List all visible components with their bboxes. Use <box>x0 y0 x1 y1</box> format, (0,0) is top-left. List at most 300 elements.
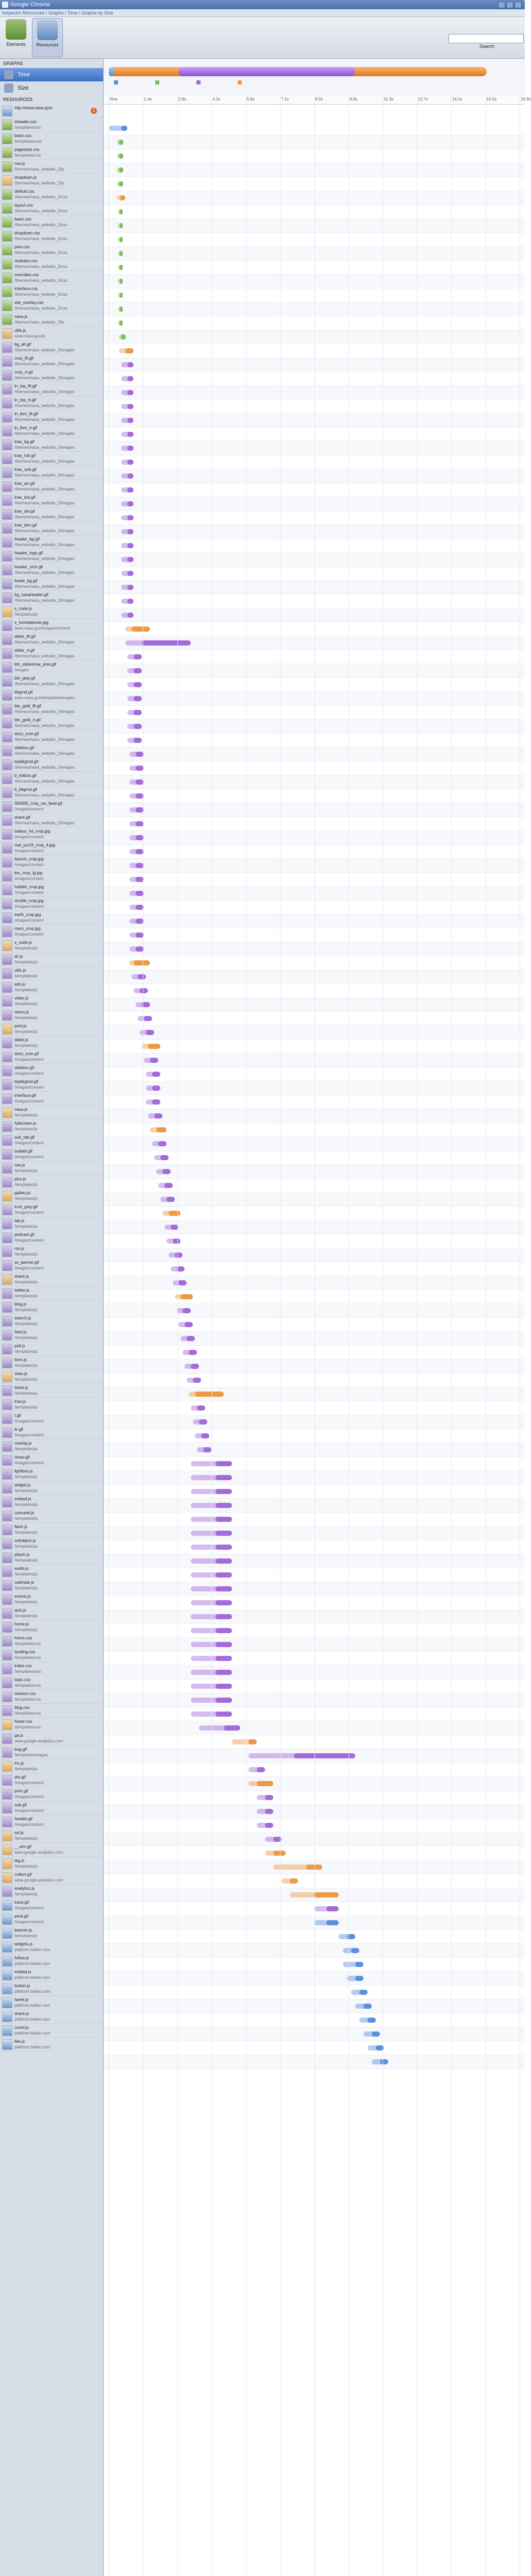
resource-timing-bar[interactable] <box>197 1447 211 1452</box>
resource-row[interactable] <box>0 702 103 716</box>
resource-row[interactable] <box>0 1829 103 1843</box>
resource-timing-bar[interactable] <box>138 1016 152 1021</box>
resource-path: /themes/nasa_website_2/images <box>14 445 75 450</box>
resource-timing-bar[interactable] <box>142 1044 160 1049</box>
resource-file-icon <box>2 871 12 882</box>
resource-row[interactable] <box>0 354 103 368</box>
resource-timing-bar[interactable] <box>118 265 123 270</box>
resource-timing-bar[interactable] <box>127 668 142 673</box>
resource-row[interactable] <box>0 1189 103 1203</box>
resource-row[interactable] <box>0 1342 103 1356</box>
resource-name: topic.css <box>14 1677 31 1682</box>
resource-timing-bar[interactable] <box>193 1419 207 1425</box>
resource-timing-bar[interactable] <box>121 515 134 520</box>
resource-row[interactable] <box>0 758 103 772</box>
resource-row[interactable] <box>0 967 103 980</box>
resource-timing-bar[interactable] <box>131 974 146 979</box>
resource-timing-bar[interactable] <box>121 390 134 395</box>
resource-timing-bar[interactable] <box>129 821 144 826</box>
resource-row[interactable] <box>0 1370 103 1384</box>
resource-row[interactable] <box>0 1773 103 1787</box>
resource-path: /templates/js <box>14 1934 38 1938</box>
resource-timing-bar[interactable] <box>146 1099 160 1105</box>
resource-row[interactable] <box>0 1231 103 1245</box>
resource-timing-bar[interactable] <box>121 446 134 451</box>
resource-timing-bar[interactable] <box>343 1962 363 1967</box>
resource-row[interactable] <box>0 1648 103 1662</box>
resource-name: b_bkgrnd.gif <box>14 787 38 792</box>
resource-row[interactable] <box>0 396 103 410</box>
resource-timing-bar[interactable] <box>117 181 123 187</box>
resource-timing-bar[interactable] <box>121 432 134 437</box>
resource-row[interactable] <box>0 118 103 132</box>
resource-row[interactable] <box>0 674 103 688</box>
breadcrumb-path[interactable]: Inspector Resources / Graphs / Time / Graphs by Size <box>2 10 113 15</box>
resource-row[interactable] <box>0 1106 103 1120</box>
resource-row[interactable] <box>0 1356 103 1370</box>
resource-timing-bar[interactable] <box>351 1990 368 1995</box>
resource-file-icon <box>2 1413 12 1424</box>
resource-row[interactable] <box>0 577 103 591</box>
resource-row[interactable] <box>0 1704 103 1718</box>
resource-row[interactable] <box>0 660 103 674</box>
resource-timing-bar[interactable] <box>117 154 123 159</box>
resource-row[interactable] <box>0 382 103 396</box>
resource-row[interactable] <box>0 327 103 341</box>
resource-timing-bar[interactable] <box>146 1072 160 1077</box>
resource-timing-bar[interactable] <box>121 404 134 409</box>
resource-timing-bar[interactable] <box>129 849 144 854</box>
resource-timing-bar[interactable] <box>121 543 134 548</box>
resource-row[interactable] <box>0 1676 103 1690</box>
resource-row[interactable] <box>0 1036 103 1050</box>
resource-row[interactable] <box>0 730 103 744</box>
resource-row[interactable] <box>0 869 103 883</box>
resource-path: /templates/js <box>14 1252 38 1257</box>
resource-timing-bar[interactable] <box>347 1976 363 1981</box>
resource-row[interactable] <box>0 1968 103 1982</box>
resource-timing-bar[interactable] <box>257 1823 273 1828</box>
resource-timing-bar[interactable] <box>129 793 144 799</box>
resource-timing-bar[interactable] <box>118 320 123 326</box>
resource-timing-bar[interactable] <box>195 1433 209 1438</box>
resource-row[interactable] <box>0 1203 103 1217</box>
resource-row[interactable] <box>0 1273 103 1286</box>
resource-row[interactable] <box>0 716 103 730</box>
resource-path: /templates/js <box>14 1600 38 1604</box>
resource-timing-bar[interactable] <box>118 251 123 256</box>
resource-row[interactable] <box>0 299 103 313</box>
resource-row[interactable] <box>0 257 103 271</box>
resource-timing-bar[interactable] <box>121 418 134 423</box>
resource-row[interactable] <box>0 1912 103 1926</box>
resource-row[interactable] <box>0 507 103 521</box>
resource-row[interactable] <box>0 174 103 188</box>
resource-timing-bar[interactable] <box>167 1239 181 1244</box>
resource-row[interactable] <box>0 605 103 619</box>
resource-row[interactable] <box>0 1801 103 1815</box>
resource-timing-bar[interactable] <box>372 2059 388 2064</box>
minimize-button[interactable] <box>498 2 505 8</box>
resource-timing-bar[interactable] <box>156 1169 171 1174</box>
resource-timing-bar[interactable] <box>154 1155 169 1160</box>
resource-row[interactable] <box>0 1133 103 1147</box>
resource-path: /themes/nasa_website_2/images <box>14 403 75 408</box>
resource-timing-bar[interactable] <box>150 1127 167 1132</box>
resource-row[interactable] <box>0 1523 103 1537</box>
resource-timing-bar[interactable] <box>121 529 134 534</box>
resource-row[interactable] <box>0 438 103 452</box>
resource-row[interactable] <box>0 1328 103 1342</box>
resource-row[interactable] <box>0 215 103 229</box>
resource-name: events.js <box>14 1594 31 1599</box>
resource-row[interactable] <box>0 1606 103 1620</box>
resource-row[interactable] <box>0 1286 103 1300</box>
resource-row[interactable] <box>0 563 103 577</box>
resource-timing-bar[interactable] <box>273 1865 323 1870</box>
resource-row[interactable] <box>0 1161 103 1175</box>
resource-row[interactable] <box>0 1634 103 1648</box>
resource-row[interactable] <box>0 1787 103 1801</box>
resource-row[interactable] <box>0 1551 103 1565</box>
resource-timing-bar[interactable] <box>359 2018 376 2023</box>
resource-row[interactable] <box>0 772 103 786</box>
resource-timing-bar[interactable] <box>164 1225 179 1230</box>
resource-file-icon <box>2 773 12 784</box>
resource-row[interactable] <box>0 535 103 549</box>
resource-timing-bar[interactable] <box>169 1252 183 1258</box>
resource-timing-bar[interactable] <box>368 2045 384 2050</box>
resource-timing-bar[interactable] <box>129 807 144 812</box>
resource-row[interactable] <box>0 994 103 1008</box>
search-input[interactable] <box>449 34 524 43</box>
resource-row[interactable] <box>0 1495 103 1509</box>
resource-timing-bar[interactable] <box>162 1211 181 1216</box>
resource-row[interactable] <box>0 1565 103 1579</box>
resource-timing-bar[interactable] <box>117 140 123 145</box>
resource-timing-bar[interactable] <box>152 1141 167 1146</box>
resource-row[interactable] <box>0 1926 103 1940</box>
resource-row[interactable] <box>0 1857 103 1871</box>
resource-file-icon <box>2 829 12 840</box>
resource-timing-bar[interactable] <box>127 654 142 659</box>
resource-row[interactable] <box>0 1217 103 1231</box>
resource-row[interactable] <box>0 243 103 257</box>
resource-row[interactable] <box>0 1439 103 1453</box>
resource-row[interactable] <box>0 285 103 299</box>
resource-row[interactable] <box>0 1620 103 1634</box>
resource-name: ltr.gif <box>14 1427 23 1432</box>
resource-name: layout.css <box>14 203 33 208</box>
resource-row[interactable] <box>0 521 103 535</box>
resource-timing-bar[interactable] <box>178 1322 193 1327</box>
resource-row[interactable] <box>0 160 103 174</box>
resource-timing-bar[interactable] <box>257 1795 273 1800</box>
resource-row[interactable] <box>0 1481 103 1495</box>
resource-timing-bar[interactable] <box>125 640 191 646</box>
resource-row[interactable] <box>0 132 103 146</box>
resource-file-icon <box>2 161 12 172</box>
resource-timing-bar[interactable] <box>191 1405 205 1411</box>
resource-timing-bar[interactable] <box>129 766 144 771</box>
resource-timing-bar[interactable] <box>118 209 123 214</box>
resource-row[interactable] <box>0 1940 103 1954</box>
resource-timing-bar[interactable] <box>127 682 142 687</box>
resource-row[interactable] <box>0 939 103 953</box>
resource-row[interactable] <box>0 591 103 605</box>
resource-row[interactable] <box>0 953 103 967</box>
resource-timing-bar[interactable] <box>121 613 134 618</box>
resource-row[interactable] <box>0 897 103 911</box>
resource-row[interactable] <box>0 841 103 855</box>
resource-row[interactable] <box>0 1426 103 1439</box>
resource-row[interactable] <box>0 104 103 118</box>
resource-name: mel_jun19_crop_4.jpg <box>14 843 55 848</box>
resource-timing-bar[interactable] <box>129 933 144 938</box>
resource-timing-bar[interactable] <box>129 835 144 840</box>
resource-row[interactable] <box>0 1759 103 1773</box>
resource-row[interactable] <box>0 271 103 285</box>
resource-timing-bar[interactable] <box>134 988 148 993</box>
resource-file-icon <box>2 1205 12 1215</box>
resource-row[interactable] <box>0 1690 103 1704</box>
resource-timing-bar[interactable] <box>148 1113 162 1118</box>
resource-row[interactable] <box>0 1885 103 1899</box>
resource-row[interactable] <box>0 1579 103 1592</box>
resource-row[interactable] <box>0 855 103 869</box>
resource-row[interactable] <box>0 925 103 939</box>
resource-row[interactable] <box>0 633 103 647</box>
resource-timing-bar[interactable] <box>158 1183 173 1188</box>
resource-row[interactable] <box>0 1050 103 1064</box>
resource-row[interactable] <box>0 466 103 480</box>
resource-timing-bar[interactable] <box>265 1837 281 1842</box>
resource-row[interactable] <box>0 619 103 633</box>
resource-row[interactable] <box>0 549 103 563</box>
resource-row[interactable] <box>0 1147 103 1161</box>
resource-row[interactable] <box>0 424 103 438</box>
resource-timing-bar[interactable] <box>265 1851 286 1856</box>
resource-row[interactable] <box>0 1982 103 1996</box>
resource-name: lnav_sub.gif <box>14 467 37 472</box>
resource-row[interactable] <box>0 1537 103 1551</box>
resource-row[interactable] <box>0 688 103 702</box>
resource-timing-bar[interactable] <box>129 877 144 882</box>
resource-timing-bar[interactable] <box>314 1920 339 1925</box>
resource-row[interactable] <box>0 229 103 243</box>
sidebar-item-time[interactable] <box>0 68 103 81</box>
resource-timing-bar[interactable] <box>119 334 126 340</box>
resource-row[interactable] <box>0 1092 103 1106</box>
resource-row[interactable] <box>0 1300 103 1314</box>
resource-file-icon <box>2 1997 12 2008</box>
resource-row[interactable] <box>0 980 103 994</box>
resource-timing-bar[interactable] <box>199 1725 240 1731</box>
resource-timing-bar[interactable] <box>129 891 144 896</box>
resource-row[interactable] <box>0 1078 103 1092</box>
window-titlebar <box>0 0 525 9</box>
resource-timing-bar[interactable] <box>363 2031 380 2037</box>
resource-timing-bar[interactable] <box>119 348 134 353</box>
resource-row[interactable] <box>0 2010 103 2024</box>
resource-row[interactable] <box>0 1899 103 1912</box>
resource-timing-bar[interactable] <box>129 960 150 965</box>
resources-section-header: RESOURCES <box>3 97 33 102</box>
download-segment <box>158 1141 167 1146</box>
resource-name: print.js <box>14 1024 27 1028</box>
resource-row[interactable] <box>0 1732 103 1745</box>
resource-timing-bar[interactable] <box>121 599 134 604</box>
resource-timing-bar[interactable] <box>117 167 123 173</box>
resource-timing-bar[interactable] <box>118 223 123 228</box>
resource-timing-bar[interactable] <box>121 460 134 465</box>
resources-button[interactable] <box>32 18 63 57</box>
resource-timing-bar[interactable] <box>125 626 150 632</box>
resource-row[interactable] <box>0 1398 103 1412</box>
resource-timing-bar[interactable] <box>121 473 134 479</box>
resource-timing-bar[interactable] <box>182 1350 197 1355</box>
resource-row[interactable] <box>0 883 103 897</box>
resource-row[interactable] <box>0 494 103 507</box>
resource-row[interactable] <box>0 1996 103 2010</box>
resource-timing-bar[interactable] <box>117 195 125 200</box>
resource-timing-bar[interactable] <box>129 919 144 924</box>
resource-timing-bar[interactable] <box>314 1906 339 1911</box>
resource-timing-bar[interactable] <box>118 307 123 312</box>
resource-timing-bar[interactable] <box>185 1364 199 1369</box>
resource-row[interactable] <box>0 1745 103 1759</box>
resource-row[interactable] <box>0 2024 103 2038</box>
resource-timing-bar[interactable] <box>121 557 134 562</box>
resource-timing-bar[interactable] <box>146 1086 160 1091</box>
resource-timing-bar[interactable] <box>173 1280 187 1285</box>
resource-row[interactable] <box>0 647 103 660</box>
resource-path: /themes/nasa_website_2/css <box>14 209 68 213</box>
resource-row[interactable] <box>0 1120 103 1133</box>
resource-row[interactable] <box>0 1412 103 1426</box>
resource-row[interactable] <box>0 480 103 494</box>
resource-row[interactable] <box>0 1815 103 1829</box>
resource-row[interactable] <box>0 1467 103 1481</box>
resource-timing-bar[interactable] <box>129 905 144 910</box>
resource-timing-bar[interactable] <box>248 1767 265 1772</box>
resource-timing-bar[interactable] <box>177 1308 191 1313</box>
resource-row[interactable] <box>0 911 103 925</box>
resource-timing-bar[interactable] <box>121 501 134 506</box>
sidebar-item-size[interactable] <box>0 81 103 95</box>
resource-timing-bar[interactable] <box>140 1030 154 1035</box>
resource-timing-bar[interactable] <box>121 571 134 576</box>
resource-row[interactable] <box>0 341 103 354</box>
resource-timing-bar[interactable] <box>127 696 142 701</box>
resource-timing-bar[interactable] <box>355 2004 372 2009</box>
resource-file-icon <box>2 940 12 951</box>
resource-timing-bar[interactable] <box>160 1197 175 1202</box>
resource-timing-bar[interactable] <box>127 710 142 715</box>
resource-row[interactable] <box>0 786 103 800</box>
resource-row[interactable] <box>0 800 103 814</box>
resource-timing-bar[interactable] <box>121 362 134 367</box>
elements-button[interactable] <box>1 18 31 56</box>
resource-row[interactable] <box>0 1662 103 1676</box>
resource-timing-bar[interactable] <box>248 1781 273 1786</box>
resource-row[interactable] <box>0 1314 103 1328</box>
resource-row[interactable] <box>0 1871 103 1885</box>
resource-row[interactable] <box>0 1384 103 1398</box>
resource-timing-bar[interactable] <box>121 376 134 381</box>
resource-timing-bar[interactable] <box>129 779 144 785</box>
resource-path: /templates/js <box>14 974 38 978</box>
resource-timing-bar[interactable] <box>189 1392 224 1397</box>
resource-file-icon <box>2 1775 12 1786</box>
resource-row[interactable] <box>0 1453 103 1467</box>
timeline-tick-label: 4.2s <box>212 97 221 101</box>
resource-timing-bar[interactable] <box>232 1739 257 1744</box>
resource-file-icon <box>2 1789 12 1800</box>
resource-row[interactable] <box>0 452 103 466</box>
resource-row[interactable] <box>0 1718 103 1732</box>
resource-name: interface.gif <box>14 1093 36 1098</box>
resource-timing-bar[interactable] <box>118 293 123 298</box>
resource-timing-bar[interactable] <box>127 738 142 743</box>
resource-row[interactable] <box>0 410 103 424</box>
resource-row[interactable] <box>0 201 103 215</box>
resource-row[interactable] <box>0 188 103 201</box>
resource-timing-bar[interactable] <box>129 752 144 757</box>
resource-row[interactable] <box>0 2038 103 2052</box>
resource-row[interactable] <box>0 1592 103 1606</box>
resource-row[interactable] <box>0 1954 103 1968</box>
maximize-button[interactable] <box>506 2 513 8</box>
resource-timing-bar[interactable] <box>121 585 134 590</box>
resource-row[interactable] <box>0 1064 103 1078</box>
resource-timing-bar[interactable] <box>281 1878 298 1884</box>
resource-row[interactable] <box>0 1008 103 1022</box>
resource-timing-bar[interactable] <box>144 1058 158 1063</box>
resource-timing-bar[interactable] <box>187 1378 201 1383</box>
resource-timing-bar[interactable] <box>180 1336 195 1341</box>
resource-row[interactable] <box>0 1175 103 1189</box>
resource-name: bg_all.gif <box>14 342 31 347</box>
resource-row[interactable] <box>0 313 103 327</box>
resource-timing-bar[interactable] <box>343 1948 359 1953</box>
resource-timing-bar[interactable] <box>248 1753 355 1758</box>
resource-file-icon <box>2 1580 12 1591</box>
image-legend-swatch <box>155 80 159 84</box>
resource-file-icon <box>2 1232 12 1243</box>
resource-row[interactable] <box>0 744 103 758</box>
resource-timing-bar[interactable] <box>118 279 123 284</box>
resource-timing-bar[interactable] <box>121 487 134 493</box>
resource-timing-bar[interactable] <box>109 126 127 131</box>
resource-row[interactable] <box>0 1245 103 1259</box>
resource-timing-bar[interactable] <box>127 724 142 729</box>
resource-timing-bar[interactable] <box>118 237 123 242</box>
resource-row[interactable] <box>0 814 103 827</box>
resource-timing-bar[interactable] <box>339 1934 355 1939</box>
resource-row[interactable] <box>0 1843 103 1857</box>
resource-timing-bar[interactable] <box>129 863 144 868</box>
resource-row[interactable] <box>0 1509 103 1523</box>
resource-row[interactable] <box>0 1022 103 1036</box>
resource-row[interactable] <box>0 368 103 382</box>
resource-timing-bar[interactable] <box>257 1809 273 1814</box>
close-button[interactable] <box>515 2 522 8</box>
resource-row[interactable] <box>0 1259 103 1273</box>
resource-row[interactable] <box>0 146 103 160</box>
resource-row[interactable] <box>0 827 103 841</box>
resource-timing-bar[interactable] <box>129 946 144 952</box>
